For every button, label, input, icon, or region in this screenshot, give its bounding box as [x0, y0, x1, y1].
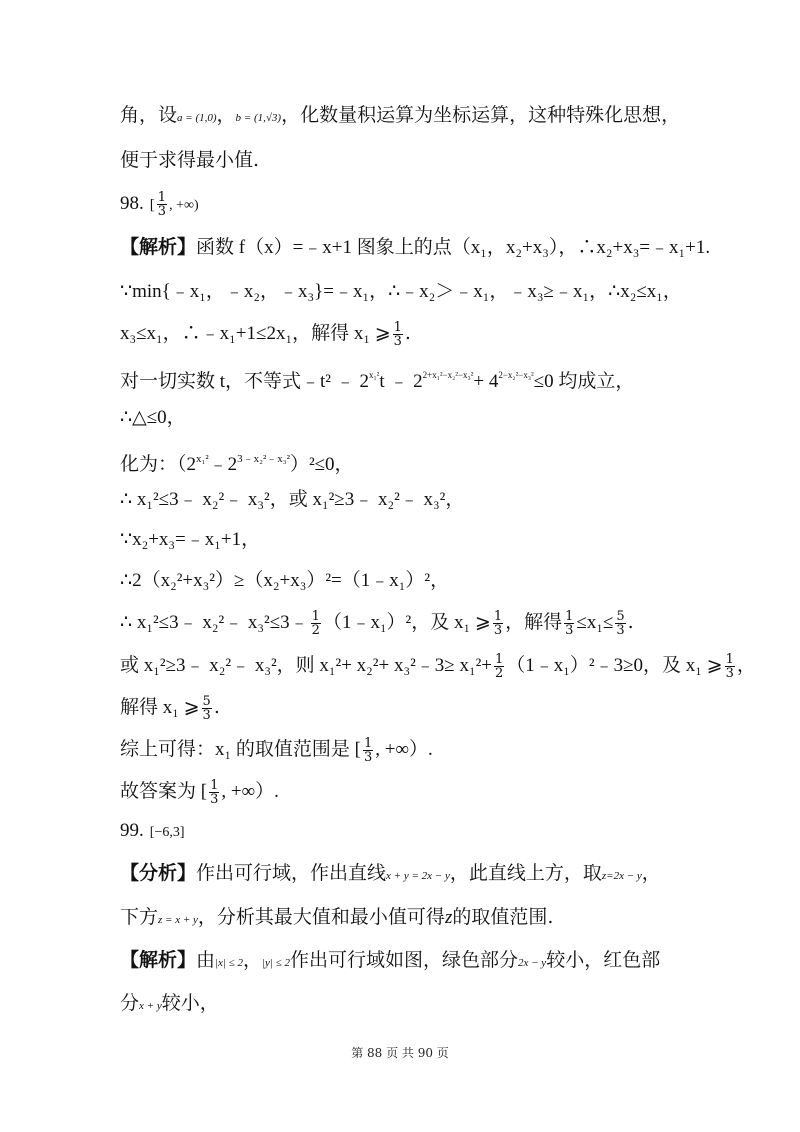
exponent: 3﹣x₂²﹣x₃² [237, 453, 290, 465]
equation: x + y = 2x − y [386, 870, 450, 882]
text-line-2 [120, 145, 780, 175]
text: ， [736, 654, 756, 676]
text: ， [641, 862, 661, 884]
problem-98-heading [120, 188, 780, 221]
text: 较小，红色部 [546, 949, 661, 971]
vector-a: a = (1,0) [177, 112, 217, 124]
text: ，解得 [505, 611, 563, 633]
solution-line-13 [120, 734, 780, 765]
text: . [404, 322, 411, 344]
text: 作出可行域如图，绿色部分 [289, 949, 518, 971]
equation: z = x + y [158, 914, 198, 926]
text: 便于求得最小值. [120, 149, 260, 171]
answer-tail: , +∞) [169, 198, 199, 213]
fraction: $\frac{1}{3}$ [493, 608, 503, 638]
text: 作出可行域，作出直线 [196, 862, 387, 884]
text: ，此直线上方，取 [449, 862, 602, 884]
exponent: 2−x₂²−x₃² [498, 370, 534, 380]
text: ，分析其最大值和最小值可得 [197, 906, 445, 928]
text: ≤x₁≤ [576, 612, 614, 633]
answer: [−6,3] [149, 825, 185, 840]
text: ∴2（x₂²+x₃²）≥（x₂+x₃）²=（1﹣x₁）²， [120, 570, 450, 591]
text: ∵min{﹣x₁，﹣x₂，﹣x₃}=﹣x₁，∴﹣x₂＞﹣x₁，﹣x₃≥﹣x₁，∴x₂≤x₁， [120, 281, 682, 302]
problem-number: 98. [120, 193, 144, 214]
expression: 2x − y [518, 957, 547, 969]
solution-line-6 [120, 444, 780, 480]
text: ∴ x₁²≤3﹣ x₂²﹣ x₃²≤3﹣ [120, 612, 309, 633]
section-tag: 【解析】 [120, 949, 197, 971]
text: 函数 f（x）=﹣x+1 图象上的点（x₁，x₂+x₃），∴x₂+x₃=﹣x₁+1. [196, 237, 711, 258]
solution-line-3 [120, 318, 780, 349]
solution-line-9 [120, 565, 780, 596]
text: ∵x₂+x₃=﹣x₁+1， [120, 529, 261, 550]
exponent: x₁² [196, 453, 209, 465]
fraction: $\frac{5}{3}$ [616, 608, 625, 638]
text: ﹣2 [208, 454, 238, 475]
fraction: $\frac{1}{3}$ [363, 735, 373, 765]
text: , +∞）. [221, 781, 279, 802]
text: x₃≤x₁，∴﹣x₁+1≤2x₁，解得 x₁ ⩾ [120, 323, 391, 344]
text: 对一切实数 t，不等式﹣t² ﹣ 2 [120, 371, 370, 392]
text: 分 [120, 992, 140, 1014]
expression: x + y [139, 1000, 162, 1012]
section-tag: 【解析】 [120, 236, 197, 258]
text: ， [243, 949, 263, 971]
text: 角，设 [120, 104, 178, 126]
text: （1﹣x₁）²﹣3≥0，及 x₁ ⩾ [506, 655, 723, 676]
page-footer: 第 88 页 共 90 页 [351, 1046, 449, 1060]
answer-bracket: [ [149, 197, 155, 213]
solution-line-2 [120, 276, 780, 307]
fraction: $\frac{1}{3}$ [725, 651, 734, 681]
text: ）²≤0， [289, 454, 354, 475]
text: 下方 [120, 906, 159, 928]
solution-line-4 [120, 360, 780, 397]
fraction: $\frac{1}{3}$ [157, 189, 167, 219]
fraction: $\frac{1}{3}$ [565, 608, 574, 638]
fraction: $\frac{1}{2}$ [495, 651, 504, 681]
equation: z=2x − y [601, 870, 642, 882]
solution-line-14 [120, 776, 780, 807]
text: ，化数量积运算为坐标运算，这种特殊化思想， [281, 104, 681, 126]
text: + 4 [473, 371, 499, 392]
text: t ﹣ 2 [379, 371, 423, 392]
problem-99-heading [120, 815, 780, 848]
exponent: 2+x₁²−x₂²−x₃² [422, 370, 474, 380]
text: ≤0 均成立， [533, 371, 635, 392]
fraction: $\frac{5}{3}$ [202, 693, 211, 723]
text: 较小， [161, 992, 219, 1014]
text: 或 x₁²≥3﹣ x₂²﹣ x₃²，则 x₁²+ x₂²+ x₃²﹣3≥ x₁²+ [120, 655, 492, 676]
text: . [627, 611, 634, 633]
text: ， [216, 104, 236, 126]
solution-line-11 [120, 650, 780, 681]
analysis-line-2 [120, 902, 780, 935]
text-line-1 [120, 100, 780, 133]
text: 解得 x₁ ⩾ [120, 697, 200, 718]
solution-line-12 [120, 692, 780, 723]
fraction: $\frac{1}{3}$ [210, 777, 219, 807]
section-tag: 【分析】 [120, 862, 197, 884]
variable: z [444, 907, 453, 928]
fraction: $\frac{1}{2}$ [311, 608, 320, 638]
condition: |y| ≤ 2 [262, 957, 290, 969]
solution-line-10 [120, 607, 780, 638]
text: （1﹣x₁）²，及 x₁ ⩾ [322, 612, 491, 633]
solution-line-8 [120, 524, 780, 555]
vector-b: b = (1,√3) [235, 112, 282, 124]
text: , +∞）. [375, 739, 433, 760]
fraction: $\frac{1}{3}$ [393, 319, 402, 349]
text: 故答案为 [ [120, 781, 208, 802]
condition: |x| ≤ 2 [215, 957, 243, 969]
solution-99-line-2 [120, 988, 780, 1021]
solution-99-line-1 [120, 945, 780, 978]
text: . [213, 696, 220, 718]
solution-line-1 [120, 232, 780, 263]
solution-line-5 [120, 402, 780, 433]
text: ∴ x₁²≤3﹣ x₂²﹣ x₃²，或 x₁²≥3﹣ x₂²﹣ x₃²， [120, 489, 465, 510]
text: ∴△≤0， [120, 407, 186, 428]
text: 由 [196, 949, 216, 971]
solution-line-7 [120, 484, 780, 515]
text: 综上可得：x₁ 的取值范围是 [ [120, 739, 361, 760]
exponent: x₁² [369, 370, 380, 380]
analysis-line-1 [120, 858, 780, 891]
text: 的取值范围. [452, 906, 554, 928]
problem-number: 99. [120, 820, 144, 841]
text: 化为：（2 [120, 454, 197, 475]
